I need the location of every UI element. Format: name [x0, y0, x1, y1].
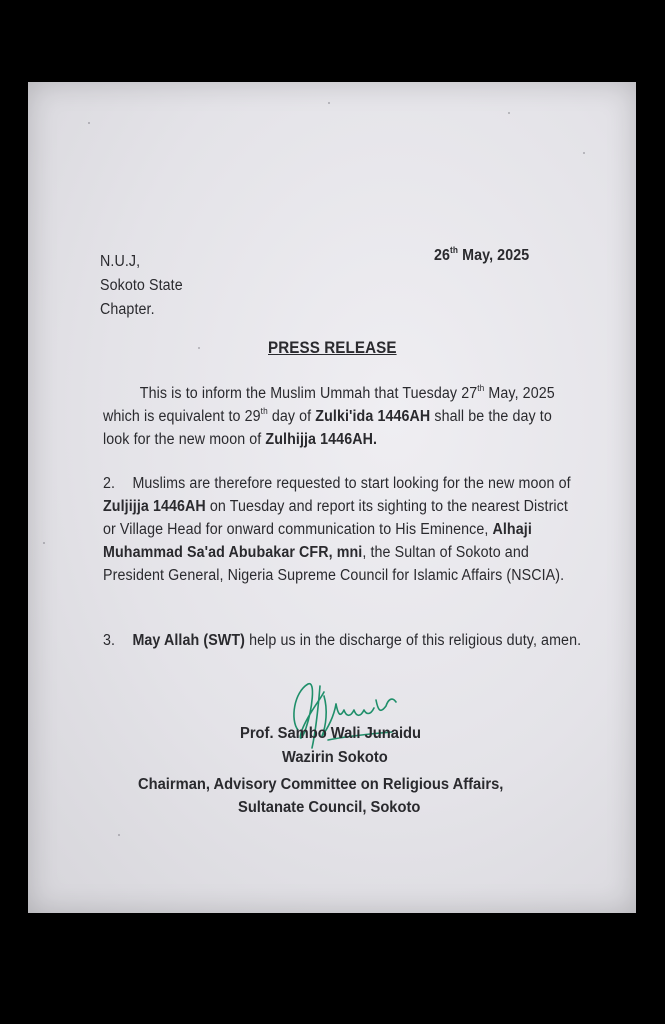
p2-text: , the Sultan of Sokoto and President General, Nigeria Supreme Council for Islamic Affairs (NSCIA). [103, 544, 565, 584]
paragraph-1 [103, 382, 581, 451]
letter-paper [28, 82, 636, 913]
sender-line: Sokoto State [100, 277, 183, 294]
paragraph-number: 3. [103, 632, 116, 649]
p1-sup: th [260, 405, 268, 416]
p1-text: day of [267, 408, 316, 425]
paper-speck [583, 152, 585, 154]
p2-text: Muslims are therefore requested to start looking for the new moon of [132, 475, 571, 492]
sender-address [100, 250, 183, 322]
p1-text: This is to inform the Muslim Ummah that Tuesday 27 [139, 385, 478, 402]
document-title: PRESS RELEASE [268, 339, 397, 357]
sender-line: Chapter. [100, 301, 155, 318]
p2-text: on Tuesday and report its sighting to the nearest District or Village Head for onward communication to His Eminence, [103, 498, 568, 538]
paper-speck [88, 122, 90, 124]
paragraph-2 [103, 472, 581, 587]
p1-sup: th [477, 382, 485, 393]
date-suffix: th [450, 244, 459, 255]
date-rest: May, 2025 [458, 247, 530, 264]
p1-text: May, 2025 which is equivalent to 29 [103, 385, 555, 425]
p2-bold: Alhaji Muhammad Sa'ad Abubakar CFR, mni [103, 521, 532, 561]
p2-bold: Zuljijja 1446AH [103, 498, 206, 515]
paper-speck [328, 102, 330, 104]
paragraph-3 [103, 629, 581, 652]
p1-bold: Zulhijja 1446AH. [265, 431, 378, 448]
date-day: 26 [434, 247, 451, 264]
signatory-council: Sultanate Council, Sokoto [238, 799, 421, 816]
signatory-title: Wazirin Sokoto [282, 749, 388, 766]
p3-text: help us in the discharge of this religious duty, amen. [245, 632, 582, 649]
signatory-name: Prof. Sambo Wali Junaidu [240, 725, 422, 742]
signatory-position: Chairman, Advisory Committee on Religious Affairs, [138, 776, 504, 793]
paper-speck [118, 834, 120, 836]
paper-speck [198, 347, 200, 349]
paper-speck [43, 542, 45, 544]
paragraph-number: 2. [103, 475, 116, 492]
p1-text: shall be the day to look for the new moon of [103, 408, 552, 448]
p3-bold: May Allah (SWT) [132, 632, 246, 649]
letter-date [434, 244, 529, 267]
p1-bold: Zulki'ida 1446AH [315, 408, 431, 425]
paper-speck [508, 112, 510, 114]
sender-line: N.U.J, [100, 253, 141, 270]
